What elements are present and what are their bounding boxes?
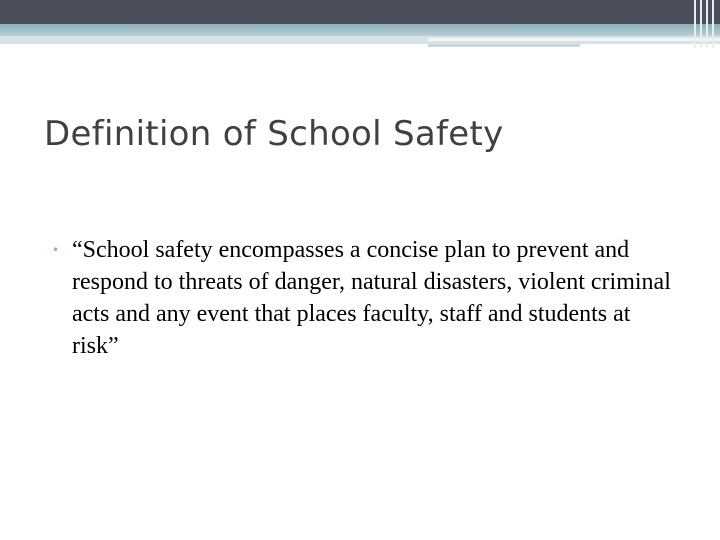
header-bar-dark [0,0,720,24]
header-tick [700,0,702,48]
bullet-text: “School safety encompasses a concise plan to prevent and respond to threats of danger, natural disasters, violent criminal acts and any event that places faculty, staff and students at risk” [72,237,671,359]
slide-title: Definition of School Safety [44,114,504,154]
header-accent-stripe [428,38,720,41]
header-accent-stripe-short [428,44,580,47]
header-tick [694,0,696,48]
bullet-item [52,234,672,362]
slide-body [52,234,672,362]
header-tick [712,0,714,48]
bullet-icon: • [52,243,60,257]
header-tick [706,0,708,48]
header-bar-teal [0,24,720,36]
